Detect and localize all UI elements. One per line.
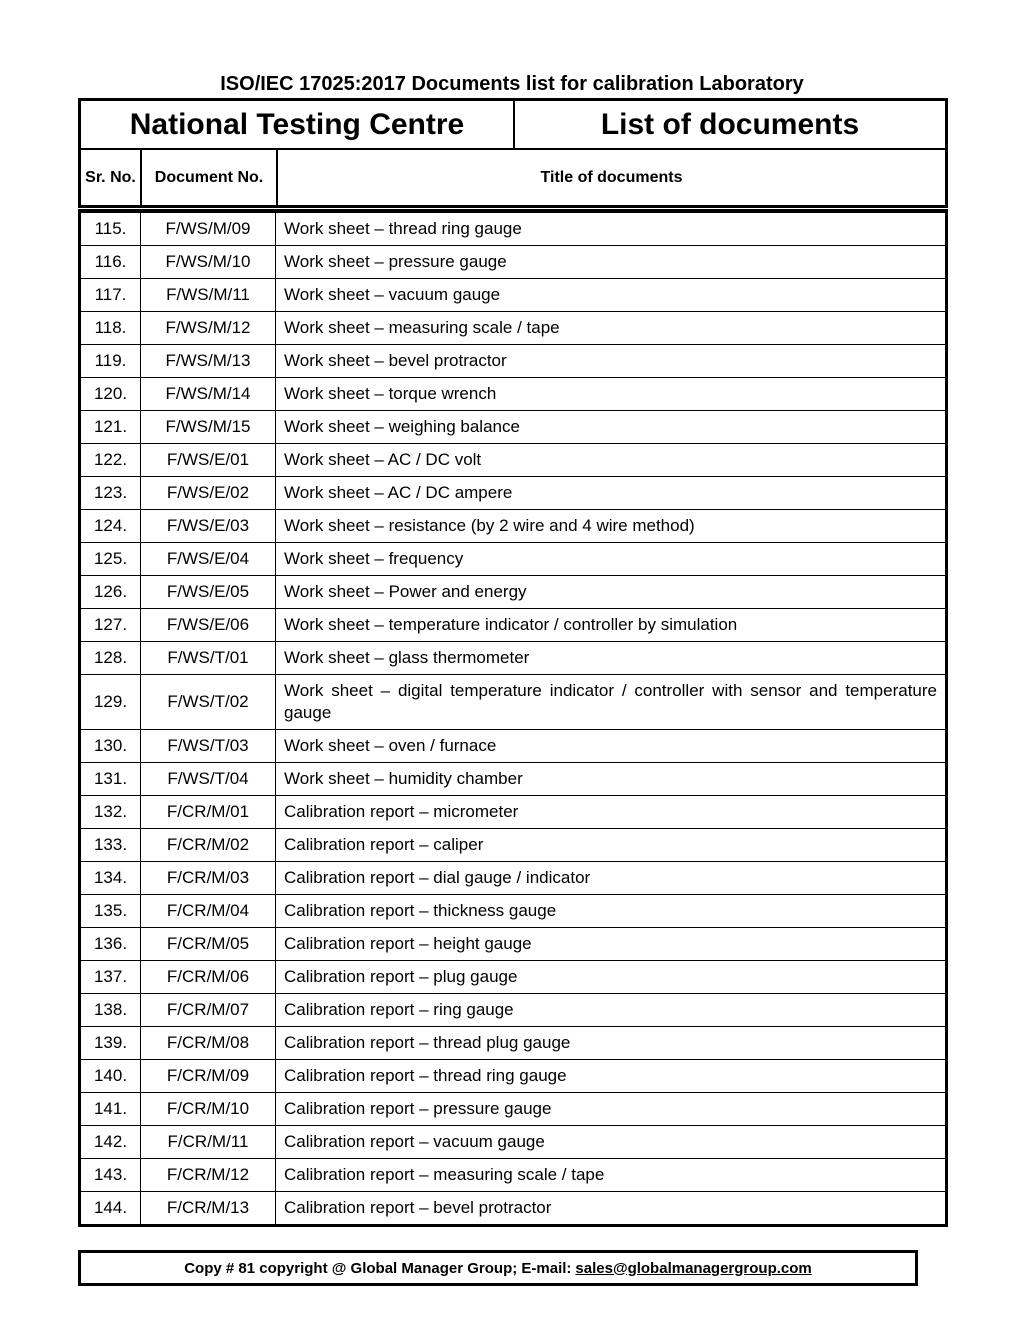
table-row xyxy=(81,279,945,312)
table-row xyxy=(81,862,945,895)
row-document-no: F/WS/E/02 xyxy=(141,477,276,510)
table-row xyxy=(81,378,945,411)
table-row xyxy=(81,1027,945,1060)
table-row xyxy=(81,609,945,642)
row-sr-no: 116. xyxy=(81,246,141,279)
table-row xyxy=(81,1093,945,1126)
row-document-no: F/WS/M/13 xyxy=(141,345,276,378)
row-document-title: Calibration report – pressure gauge xyxy=(276,1093,946,1126)
row-sr-no: 119. xyxy=(81,345,141,378)
footer xyxy=(78,1250,918,1286)
row-document-title: Calibration report – height gauge xyxy=(276,928,946,961)
table-row xyxy=(81,1192,945,1225)
row-sr-no: 136. xyxy=(81,928,141,961)
row-document-title: Work sheet – oven / furnace xyxy=(276,730,946,763)
row-sr-no: 123. xyxy=(81,477,141,510)
row-sr-no: 140. xyxy=(81,1060,141,1093)
table-row xyxy=(81,961,945,994)
table-row xyxy=(81,543,945,576)
row-sr-no: 139. xyxy=(81,1027,141,1060)
row-sr-no: 144. xyxy=(81,1192,141,1225)
row-sr-no: 138. xyxy=(81,994,141,1027)
row-document-title: Work sheet – vacuum gauge xyxy=(276,279,946,312)
row-document-no: F/WS/M/14 xyxy=(141,378,276,411)
row-document-no: F/CR/M/01 xyxy=(141,796,276,829)
table-row xyxy=(81,213,945,246)
row-sr-no: 122. xyxy=(81,444,141,477)
table-row xyxy=(81,411,945,444)
row-document-title: Calibration report – thread plug gauge xyxy=(276,1027,946,1060)
row-sr-no: 133. xyxy=(81,829,141,862)
documents-table xyxy=(78,209,948,1227)
table-header xyxy=(78,98,948,208)
row-document-title: Work sheet – weighing balance xyxy=(276,411,946,444)
row-document-no: F/CR/M/08 xyxy=(141,1027,276,1060)
table-row xyxy=(81,675,945,730)
table-row xyxy=(81,345,945,378)
row-document-title: Calibration report – dial gauge / indicator xyxy=(276,862,946,895)
table-row xyxy=(81,796,945,829)
row-sr-no: 134. xyxy=(81,862,141,895)
row-document-title: Work sheet – AC / DC ampere xyxy=(276,477,946,510)
row-sr-no: 127. xyxy=(81,609,141,642)
row-document-no: F/WS/T/04 xyxy=(141,763,276,796)
row-sr-no: 143. xyxy=(81,1159,141,1192)
row-document-no: F/WS/M/10 xyxy=(141,246,276,279)
row-document-title: Calibration report – micrometer xyxy=(276,796,946,829)
row-sr-no: 142. xyxy=(81,1126,141,1159)
row-document-no: F/WS/M/11 xyxy=(141,279,276,312)
column-header-document-no: Document No. xyxy=(142,150,278,205)
footer-email-link[interactable]: sales@globalmanagergroup.com xyxy=(575,1259,812,1277)
table-row xyxy=(81,1159,945,1192)
row-document-title: Work sheet – humidity chamber xyxy=(276,763,946,796)
row-document-title: Work sheet – temperature indicator / controller by simulation xyxy=(276,609,946,642)
row-document-title: Calibration report – ring gauge xyxy=(276,994,946,1027)
row-document-title: Work sheet – bevel protractor xyxy=(276,345,946,378)
table-row xyxy=(81,477,945,510)
column-header-row xyxy=(81,150,945,205)
row-document-no: F/CR/M/06 xyxy=(141,961,276,994)
row-document-no: F/WS/E/06 xyxy=(141,609,276,642)
row-document-title: Calibration report – thread ring gauge xyxy=(276,1060,946,1093)
row-sr-no: 137. xyxy=(81,961,141,994)
column-header-sr-no: Sr. No. xyxy=(81,150,142,205)
row-document-title: Work sheet – digital temperature indicator / controller with sensor and temperature gauge xyxy=(276,675,946,730)
row-document-no: F/WS/M/15 xyxy=(141,411,276,444)
header-title-row xyxy=(81,101,945,150)
row-document-no: F/WS/M/09 xyxy=(141,213,276,246)
list-heading: List of documents xyxy=(600,107,860,141)
table-row xyxy=(81,1126,945,1159)
row-sr-no: 125. xyxy=(81,543,141,576)
row-document-title: Calibration report – measuring scale / tape xyxy=(276,1159,946,1192)
row-document-title: Calibration report – thickness gauge xyxy=(276,895,946,928)
table-row xyxy=(81,444,945,477)
row-document-title: Work sheet – AC / DC volt xyxy=(276,444,946,477)
row-document-title: Calibration report – vacuum gauge xyxy=(276,1126,946,1159)
footer-copyright: Copy # 81 copyright @ Global Manager Group; E-mail: xyxy=(184,1259,572,1277)
row-document-no: F/CR/M/02 xyxy=(141,829,276,862)
row-sr-no: 120. xyxy=(81,378,141,411)
row-document-no: F/WS/T/02 xyxy=(141,675,276,730)
row-document-no: F/WS/T/03 xyxy=(141,730,276,763)
row-document-title: Calibration report – bevel protractor xyxy=(284,1198,552,1217)
table-row xyxy=(81,642,945,675)
document-title: ISO/IEC 17025:2017 Documents list for calibration Laboratory xyxy=(220,73,804,95)
row-sr-no: 124. xyxy=(81,510,141,543)
row-document-no: F/CR/M/05 xyxy=(141,928,276,961)
row-document-no: F/CR/M/10 xyxy=(141,1093,276,1126)
row-sr-no: 121. xyxy=(81,411,141,444)
table-row xyxy=(81,312,945,345)
row-sr-no: 129. xyxy=(81,675,141,730)
row-document-title: Work sheet – resistance (by 2 wire and 4 wire method) xyxy=(276,510,946,543)
table-row xyxy=(81,895,945,928)
row-sr-no: 132. xyxy=(81,796,141,829)
table-row xyxy=(81,510,945,543)
table-row xyxy=(81,928,945,961)
table-row xyxy=(81,730,945,763)
row-document-no: F/WS/E/01 xyxy=(141,444,276,477)
row-document-no: F/WS/E/05 xyxy=(141,576,276,609)
row-document-title: Work sheet – glass thermometer xyxy=(276,642,946,675)
row-sr-no: 118. xyxy=(81,312,141,345)
table-row xyxy=(81,1060,945,1093)
organization-name: National Testing Centre xyxy=(81,101,515,148)
row-document-no: F/CR/M/07 xyxy=(141,994,276,1027)
row-document-title: Work sheet – torque wrench xyxy=(276,378,946,411)
documents-table-body xyxy=(81,213,945,1224)
row-document-no: F/CR/M/12 xyxy=(141,1159,276,1192)
row-sr-no: 130. xyxy=(81,730,141,763)
row-document-title: Work sheet – measuring scale / tape xyxy=(276,312,946,345)
row-document-title: Work sheet – pressure gauge xyxy=(276,246,946,279)
table-row xyxy=(81,246,945,279)
row-document-title: Calibration report – plug gauge xyxy=(276,961,946,994)
row-document-no: F/WS/E/04 xyxy=(141,543,276,576)
row-sr-no: 141. xyxy=(81,1093,141,1126)
table-row xyxy=(81,763,945,796)
row-sr-no: 126. xyxy=(81,576,141,609)
table-row xyxy=(81,994,945,1027)
row-document-no: F/CR/M/03 xyxy=(141,862,276,895)
row-sr-no: 131. xyxy=(81,763,141,796)
column-header-title: Title of documents xyxy=(540,168,683,186)
row-document-no: F/CR/M/04 xyxy=(141,895,276,928)
row-sr-no: 117. xyxy=(81,279,141,312)
row-sr-no: 135. xyxy=(81,895,141,928)
row-document-title: Calibration report – caliper xyxy=(276,829,946,862)
row-sr-no: 128. xyxy=(81,642,141,675)
row-document-title: Work sheet – thread ring gauge xyxy=(276,213,946,246)
row-document-no: F/CR/M/09 xyxy=(141,1060,276,1093)
row-document-no: F/WS/E/03 xyxy=(141,510,276,543)
row-document-no: F/CR/M/11 xyxy=(141,1126,276,1159)
row-document-no: F/CR/M/13 xyxy=(141,1192,276,1225)
table-row xyxy=(81,829,945,862)
row-sr-no: 115. xyxy=(81,213,141,246)
table-row xyxy=(81,576,945,609)
row-document-title: Work sheet – Power and energy xyxy=(276,576,946,609)
row-document-no: F/WS/T/01 xyxy=(141,642,276,675)
row-document-no: F/WS/M/12 xyxy=(141,312,276,345)
row-document-title: Work sheet – frequency xyxy=(276,543,946,576)
